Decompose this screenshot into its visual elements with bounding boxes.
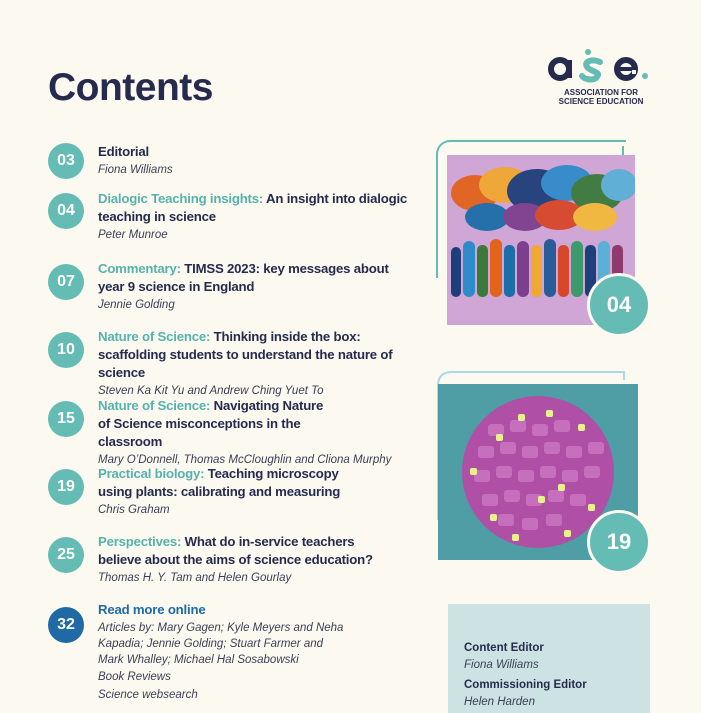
entry-kicker: Perspectives: — [98, 534, 182, 549]
entry-headline: Teaching microscopy using plants: calibrating and measuring — [98, 466, 341, 499]
entry-headline: Editorial — [98, 144, 149, 159]
figure-microscopy — [436, 370, 656, 580]
page-number-badge: 10 — [48, 332, 84, 368]
page-number-badge: 15 — [48, 401, 84, 437]
entry-author: Steven Ka Kit Yu and Andrew Ching Yuet To — [98, 385, 324, 397]
commissioning-editor-label: Commissioning Editor — [464, 679, 587, 691]
editors-panel — [448, 604, 650, 713]
entry-author: Peter Munroe — [98, 229, 168, 241]
figure-page-bubble: 04 — [587, 273, 651, 337]
entry-author: Chris Graham — [98, 504, 170, 516]
entry-kicker: Commentary: — [98, 261, 181, 276]
entry-headline: What do in-service teachers believe about the aims of science education? — [98, 534, 373, 567]
read-more-online-link[interactable]: Read more online — [98, 602, 206, 617]
online-authors: Articles by: Mary Gagen; Kyle Meyers and Neha Kapadia; Jennie Golding; Stuart Farmer and Mark Whalley; Michael Hal Sosabowski — [98, 622, 344, 666]
entry-headline: Thinking inside the box: scaffolding students to understand the nature of science — [98, 329, 393, 380]
content-editor-name: Fiona Williams — [464, 659, 539, 671]
entry-author: Thomas H. Y. Tam and Helen Gourlay — [98, 572, 292, 584]
entry-author: Fiona Williams — [98, 164, 173, 176]
entry-kicker: Practical biology: — [98, 466, 205, 481]
page-number-badge: 04 — [48, 193, 84, 229]
page-number-badge: 07 — [48, 264, 84, 300]
content-editor-label: Content Editor — [464, 642, 544, 654]
entry-headline: An insight into dialogic teaching in science — [98, 191, 408, 224]
page-number-badge: 32 — [48, 607, 84, 643]
commissioning-editor-name: Helen Harden — [464, 696, 535, 708]
page-number-badge: 19 — [48, 469, 84, 505]
entry-kicker: Nature of Science: — [98, 329, 211, 344]
entry-headline: Navigating Nature of Science misconceptions in the classroom — [98, 398, 324, 449]
entry-author: Mary O’Donnell, Thomas McCloughlin and Cliona Murphy — [98, 454, 392, 466]
entry-kicker: Dialogic Teaching insights: — [98, 191, 264, 206]
page-title: Contents — [48, 66, 213, 109]
figure-page-bubble: 19 — [587, 510, 651, 574]
logo-subtitle: ASSOCIATION FOR SCIENCE EDUCATION — [558, 88, 644, 106]
entry-author: Jennie Golding — [98, 299, 175, 311]
science-websearch-item: Science websearch — [98, 689, 198, 701]
page-number-badge: 25 — [48, 537, 84, 573]
book-reviews-item: Book Reviews — [98, 671, 171, 683]
page-number-badge: 03 — [48, 143, 84, 179]
entry-kicker: Nature of Science: — [98, 398, 211, 413]
figure-dialogic — [436, 140, 656, 340]
entry-headline: TIMSS 2023: key messages about year 9 science in England — [98, 261, 389, 294]
